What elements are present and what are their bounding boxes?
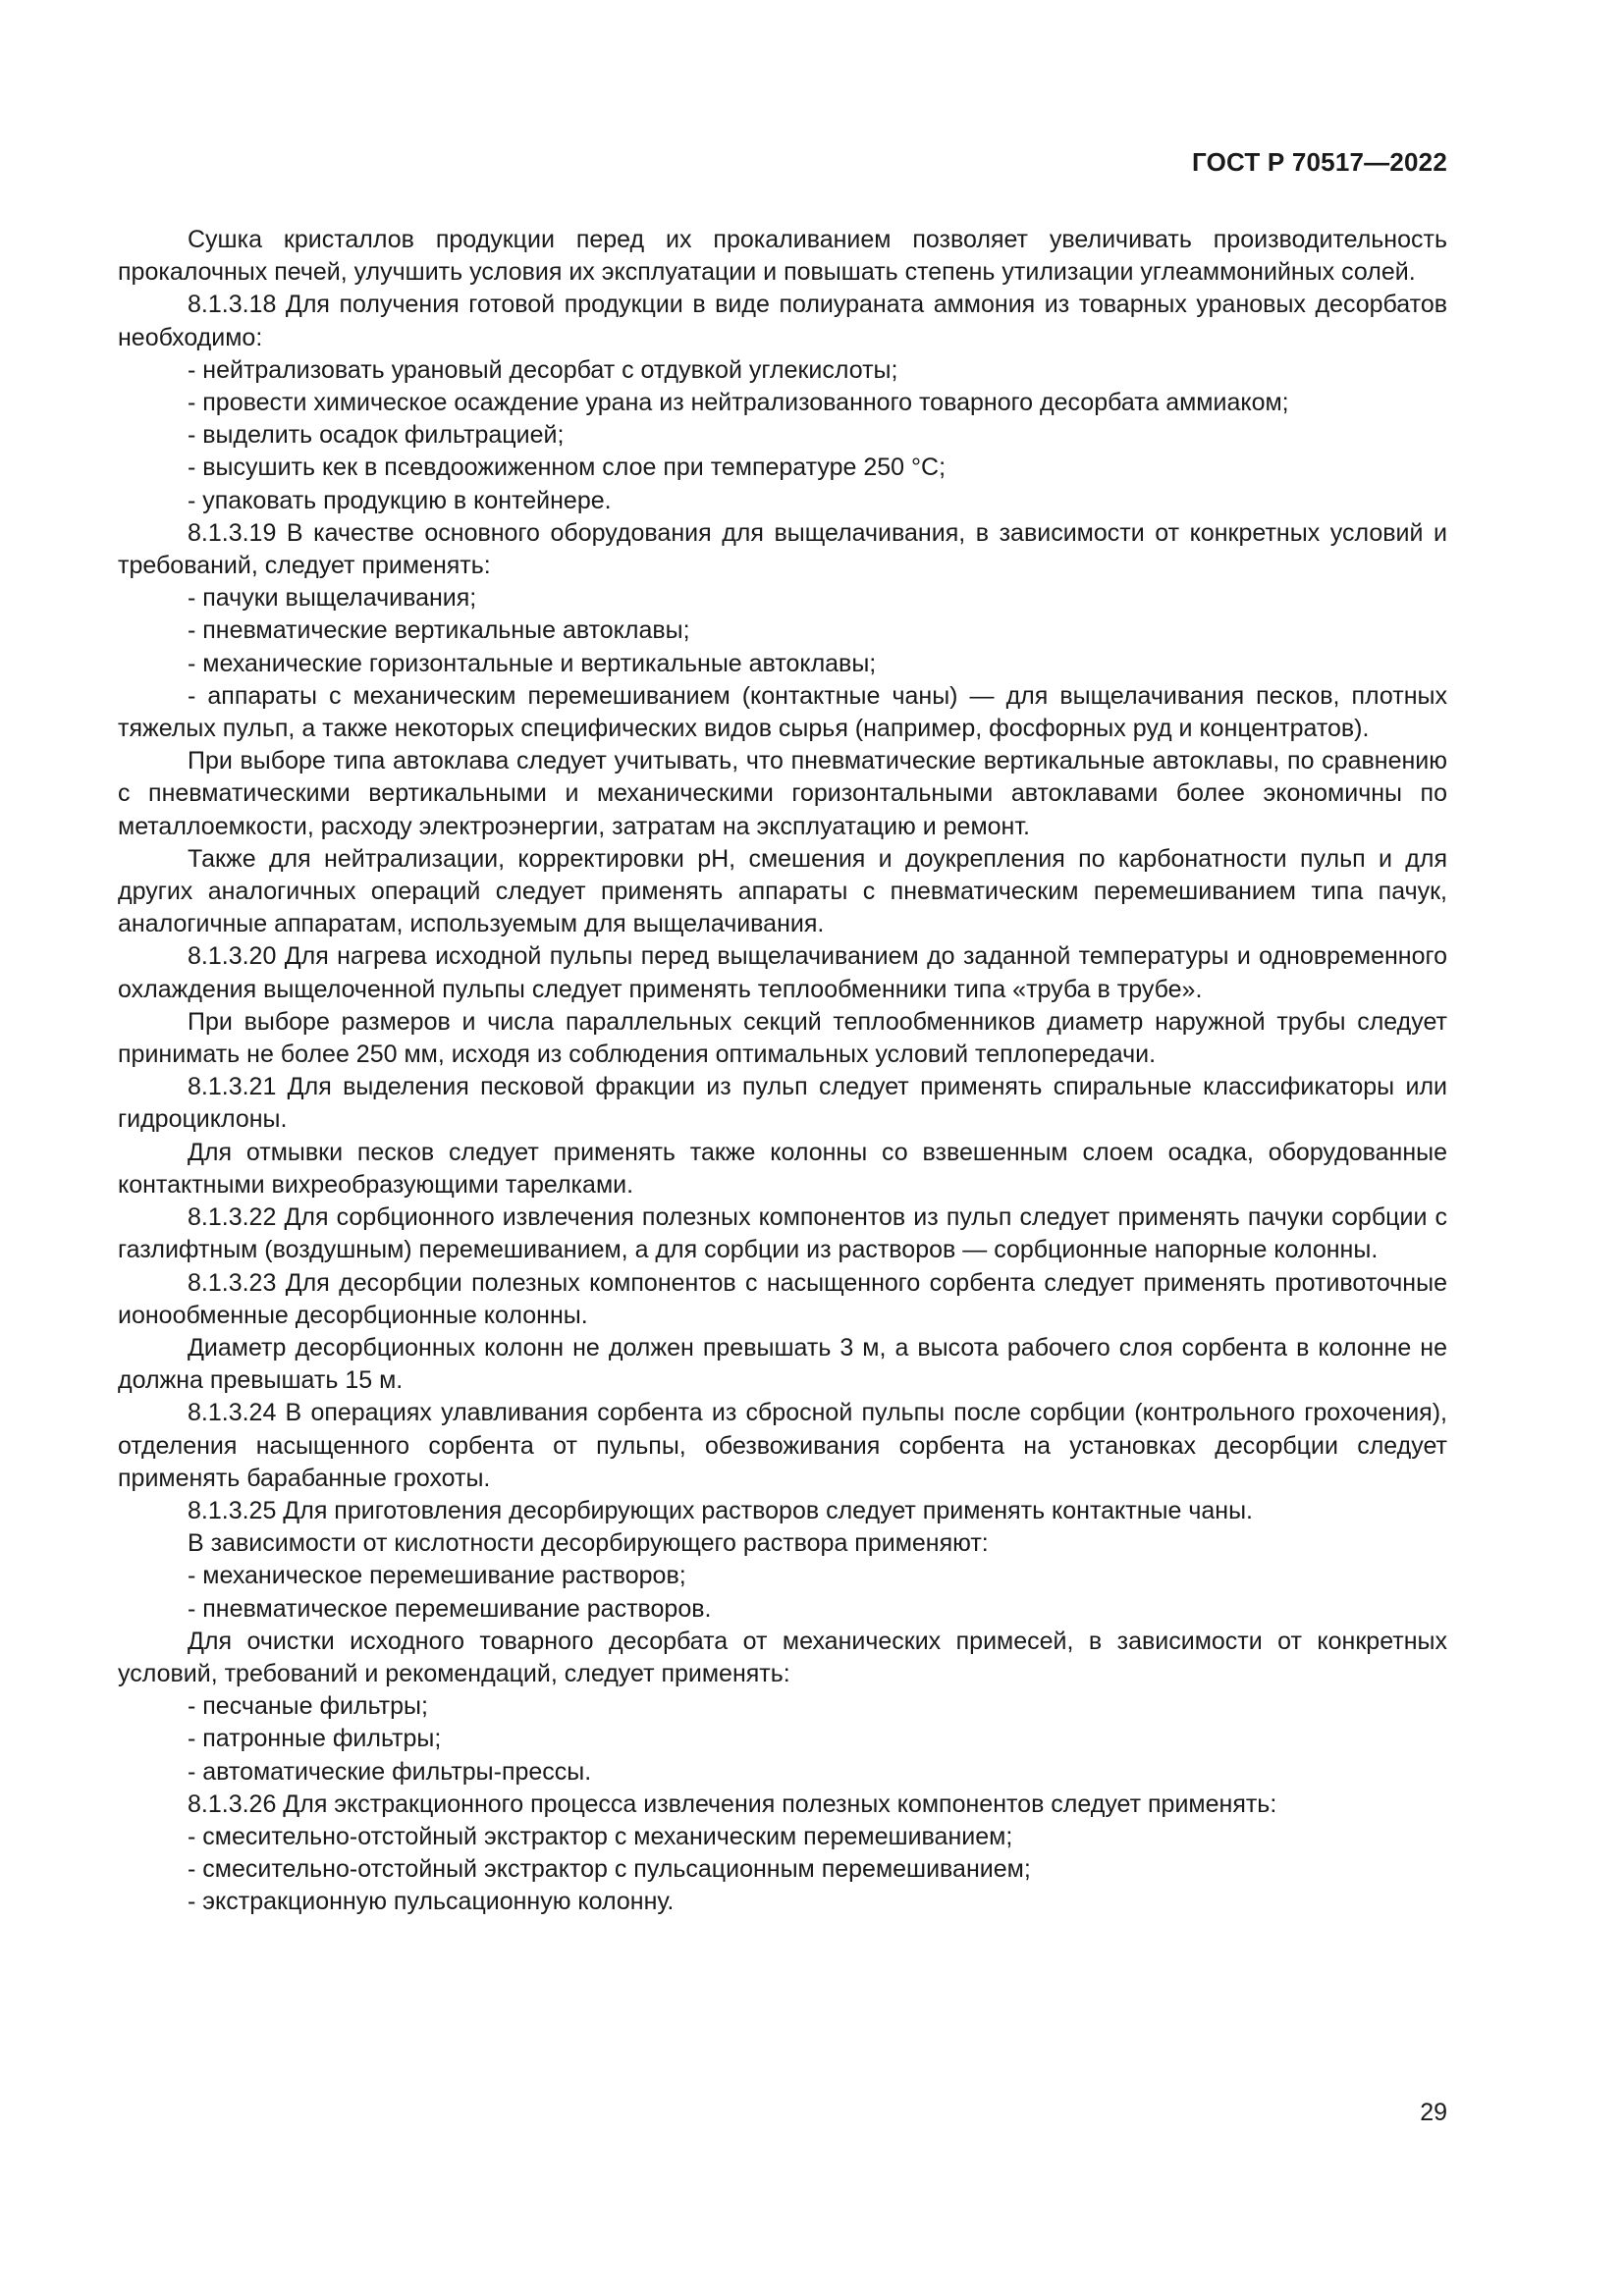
paragraph: 8.1.3.24 В операциях улавливания сорбента из сбросной пульпы после сорбции (контрольного грохочения), отделения насыщенного сорбента от пульпы, обезвоживания сорбента на установках десорбции следует применять барабанные грохоты.: [118, 1399, 1447, 1492]
list-item: - песчаные фильтры;: [188, 1692, 428, 1721]
paragraph: 8.1.3.25 Для приготовления десорбирующих растворов следует применять контактные чаны.: [188, 1496, 1253, 1524]
list-item: - высушить кек в псевдоожиженном слое при температуре 250 °С;: [188, 454, 947, 482]
paragraph: Для отмывки песков следует применять также колонны со взвешенным слоем осадка, оборудованные контактными вихреобразующими тарелками.: [118, 1138, 1447, 1199]
list-item: - упаковать продукцию в контейнере.: [188, 486, 612, 514]
paragraph: 8.1.3.23 Для десорбции полезных компонентов с насыщенного сорбента следует применять противоточные ионообменные десорбционные колонны.: [118, 1268, 1447, 1329]
list-item: - провести химическое осаждение урана из нейтрализованного товарного десорбата аммиаком;: [188, 389, 1289, 417]
page-number: 29: [1420, 2099, 1447, 2126]
paragraph: 8.1.3.19 В качестве основного оборудования для выщелачивания, в зависимости от конкретных условий и требований, следует применять:: [118, 518, 1447, 580]
paragraph: 8.1.3.20 Для нагрева исходной пульпы перед выщелачиванием до заданной температуры и одновременного охлаждения выщелоченной пульпы следует применять теплообменники типа «труба в трубе».: [118, 942, 1447, 1003]
paragraph: При выборе размеров и числа параллельных секций теплообменников диаметр наружной трубы следует принимать не более 250 мм, исходя из соблюдения оптимальных условий теплопередачи.: [118, 1007, 1447, 1069]
document-header: ГОСТ Р 70517—2022: [1192, 147, 1447, 177]
document-body: [118, 224, 1447, 1919]
list-item: - экстракционную пульсационную колонну.: [188, 1888, 675, 1916]
list-item: - смесительно-отстойный экстрактор с механическим перемешиванием;: [188, 1822, 1013, 1850]
list-item: - механическое перемешивание растворов;: [188, 1562, 686, 1590]
list-item: - автоматические фильтры-прессы.: [188, 1757, 592, 1786]
list-item: - патронные фильтры;: [188, 1725, 442, 1753]
list-item: - нейтрализовать урановый десорбат с отдувкой углекислоты;: [188, 355, 898, 384]
paragraph: Также для нейтрализации, корректировки рН, смешения и доукрепления по карбонатности пульп и для других аналогичных операций следует применять аппараты с пневматическим перемешиванием типа пачук, аналогичные аппаратам, используемым для выщелачивания.: [118, 844, 1447, 938]
paragraph: 8.1.3.22 Для сорбционного извлечения полезных компонентов из пульп следует применять пачуки сорбции с газлифтным (воздушным) перемешиванием, а для сорбции из растворов — сорбционные напорные колонны.: [118, 1203, 1447, 1264]
paragraph: 8.1.3.26 Для экстракционного процесса извлечения полезных компонентов следует применять:: [188, 1789, 1277, 1818]
list-item: - пневматическое перемешивание растворов.: [188, 1594, 712, 1623]
list-item: - пачуки выщелачивания;: [188, 584, 477, 613]
paragraph: Сушка кристаллов продукции перед их прокаливанием позволяет увеличивать производительность прокалочных печей, улучшить условия их эксплуатации и повышать степень утилизации углеаммонийных солей.: [118, 226, 1447, 287]
list-item: - смесительно-отстойный экстрактор с пульсационным перемешиванием;: [188, 1855, 1031, 1884]
paragraph: В зависимости от кислотности десорбирующего раствора применяют:: [188, 1529, 989, 1558]
paragraph: При выборе типа автоклава следует учитывать, что пневматические вертикальные автоклавы, по сравнению с пневматическими вертикальными и механическими горизонтальными автоклавами более экономичны по металлоемкости, расходу электроэнергии, затратам на эксплуатацию и ремонт.: [118, 747, 1447, 840]
paragraph: Диаметр десорбционных колонн не должен превышать 3 м, а высота рабочего слоя сорбента в колонне не должна превышать 15 м.: [118, 1333, 1447, 1395]
list-item: - выделить осадок фильтрацией;: [188, 421, 565, 450]
paragraph: 8.1.3.21 Для выделения песковой фракции из пульп следует применять спиральные классификаторы или гидроциклоны.: [118, 1073, 1447, 1134]
list-item: - аппараты с механическим перемешиванием (контактные чаны) — для выщелачивания песков, плотных тяжелых пульп, а также некоторых специфических видов сырья (например, фосфорных руд и концентратов).: [118, 681, 1447, 743]
list-item: - механические горизонтальные и вертикальные автоклавы;: [188, 649, 877, 677]
paragraph: 8.1.3.18 Для получения готовой продукции в виде полиураната аммония из товарных урановых десорбатов необходимо:: [118, 291, 1447, 351]
paragraph: Для очистки исходного товарного десорбата от механических примесей, в зависимости от конкретных условий, требований и рекомендаций, следует применять:: [118, 1627, 1447, 1687]
list-item: - пневматические вертикальные автоклавы;: [188, 616, 690, 645]
